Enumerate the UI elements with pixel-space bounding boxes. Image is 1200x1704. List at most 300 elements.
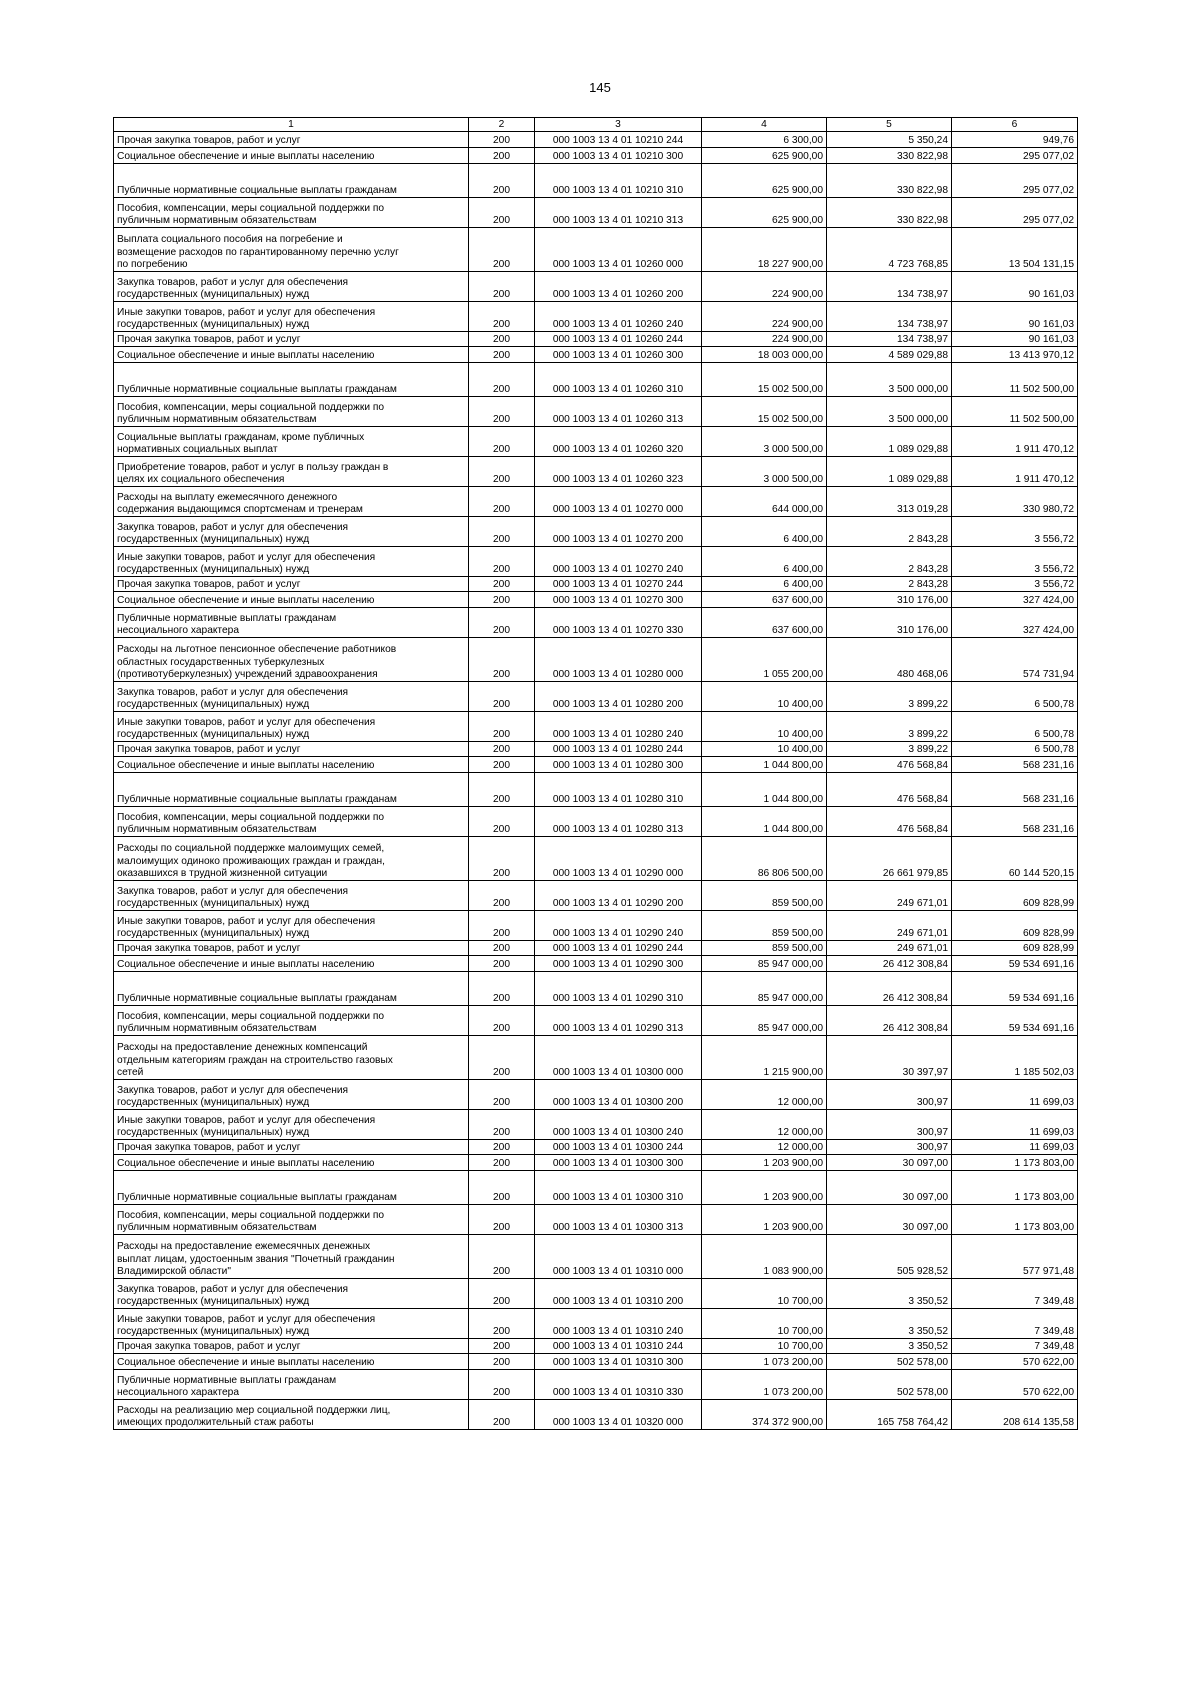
expense-name-cell: Прочая закупка товаров, работ и услуг (114, 1140, 469, 1155)
classification-code-cell: 000 1003 13 4 01 10270 000 (535, 487, 702, 517)
expense-name-cell: Закупка товаров, работ и услуг для обеспечения государственных (муниципальных) нужд (114, 272, 469, 302)
expense-name-cell: Социальное обеспечение и иные выплаты населению (114, 148, 469, 164)
approved-amount-cell: 1 215 900,00 (702, 1036, 827, 1080)
column-header: 6 (952, 118, 1078, 132)
expense-name-cell: Иные закупки товаров, работ и услуг для обеспечения государственных (муниципальных) нужд (114, 712, 469, 742)
classification-code-cell: 000 1003 13 4 01 10210 310 (535, 164, 702, 198)
line-code-cell: 200 (469, 427, 535, 457)
classification-code-cell: 000 1003 13 4 01 10310 330 (535, 1370, 702, 1400)
line-code-cell: 200 (469, 148, 535, 164)
line-code-cell: 200 (469, 547, 535, 577)
executed-amount-cell: 4 723 768,85 (827, 228, 952, 272)
executed-amount-cell: 476 568,84 (827, 807, 952, 837)
approved-amount-cell: 637 600,00 (702, 592, 827, 608)
approved-amount-cell: 224 900,00 (702, 332, 827, 347)
classification-code-cell: 000 1003 13 4 01 10300 310 (535, 1171, 702, 1205)
column-header: 1 (114, 118, 469, 132)
executed-amount-cell: 502 578,00 (827, 1354, 952, 1370)
classification-code-cell: 000 1003 13 4 01 10260 300 (535, 347, 702, 363)
line-code-cell: 200 (469, 302, 535, 332)
table-row (114, 773, 1078, 807)
unexecuted-amount-cell: 568 231,16 (952, 757, 1078, 773)
approved-amount-cell: 1 044 800,00 (702, 807, 827, 837)
unexecuted-amount-cell: 90 161,03 (952, 302, 1078, 332)
column-header: 5 (827, 118, 952, 132)
table-row (114, 1080, 1078, 1110)
approved-amount-cell: 1 083 900,00 (702, 1235, 827, 1279)
approved-amount-cell: 10 700,00 (702, 1279, 827, 1309)
unexecuted-amount-cell: 1 173 803,00 (952, 1171, 1078, 1205)
line-code-cell: 200 (469, 272, 535, 302)
unexecuted-amount-cell: 11 699,03 (952, 1140, 1078, 1155)
line-code-cell: 200 (469, 956, 535, 972)
unexecuted-amount-cell: 11 502 500,00 (952, 397, 1078, 427)
line-code-cell: 200 (469, 638, 535, 682)
executed-amount-cell: 3 899,22 (827, 712, 952, 742)
table-row (114, 911, 1078, 941)
classification-code-cell: 000 1003 13 4 01 10280 200 (535, 682, 702, 712)
executed-amount-cell: 26 412 308,84 (827, 972, 952, 1006)
expense-name-cell: Публичные нормативные выплаты гражданам несоциального характера (114, 608, 469, 638)
classification-code-cell: 000 1003 13 4 01 10260 310 (535, 363, 702, 397)
unexecuted-amount-cell: 7 349,48 (952, 1309, 1078, 1339)
line-code-cell: 200 (469, 332, 535, 347)
executed-amount-cell: 300,97 (827, 1140, 952, 1155)
executed-amount-cell: 2 843,28 (827, 517, 952, 547)
unexecuted-amount-cell: 3 556,72 (952, 517, 1078, 547)
line-code-cell: 200 (469, 363, 535, 397)
expense-name-cell: Иные закупки товаров, работ и услуг для обеспечения государственных (муниципальных) нужд (114, 1309, 469, 1339)
table-row (114, 164, 1078, 198)
unexecuted-amount-cell: 327 424,00 (952, 608, 1078, 638)
classification-code-cell: 000 1003 13 4 01 10290 240 (535, 911, 702, 941)
executed-amount-cell: 134 738,97 (827, 332, 952, 347)
classification-code-cell: 000 1003 13 4 01 10280 313 (535, 807, 702, 837)
executed-amount-cell: 26 661 979,85 (827, 837, 952, 881)
executed-amount-cell: 249 671,01 (827, 911, 952, 941)
unexecuted-amount-cell: 1 173 803,00 (952, 1205, 1078, 1235)
approved-amount-cell: 12 000,00 (702, 1140, 827, 1155)
expense-name-cell: Социальное обеспечение и иные выплаты населению (114, 1155, 469, 1171)
unexecuted-amount-cell: 6 500,78 (952, 682, 1078, 712)
classification-code-cell: 000 1003 13 4 01 10300 300 (535, 1155, 702, 1171)
table-row (114, 1171, 1078, 1205)
executed-amount-cell: 300,97 (827, 1110, 952, 1140)
table-row (114, 332, 1078, 347)
unexecuted-amount-cell: 295 077,02 (952, 148, 1078, 164)
approved-amount-cell: 625 900,00 (702, 164, 827, 198)
classification-code-cell: 000 1003 13 4 01 10310 000 (535, 1235, 702, 1279)
approved-amount-cell: 1 073 200,00 (702, 1370, 827, 1400)
expense-name-cell: Закупка товаров, работ и услуг для обеспечения государственных (муниципальных) нужд (114, 517, 469, 547)
executed-amount-cell: 2 843,28 (827, 547, 952, 577)
table-row (114, 757, 1078, 773)
unexecuted-amount-cell: 609 828,99 (952, 941, 1078, 956)
classification-code-cell: 000 1003 13 4 01 10310 244 (535, 1339, 702, 1354)
unexecuted-amount-cell: 208 614 135,58 (952, 1400, 1078, 1430)
executed-amount-cell: 165 758 764,42 (827, 1400, 952, 1430)
unexecuted-amount-cell: 570 622,00 (952, 1354, 1078, 1370)
unexecuted-amount-cell: 568 231,16 (952, 773, 1078, 807)
column-header: 4 (702, 118, 827, 132)
expense-name-cell: Публичные нормативные социальные выплаты гражданам (114, 972, 469, 1006)
executed-amount-cell: 30 097,00 (827, 1155, 952, 1171)
table-row (114, 272, 1078, 302)
table-row (114, 638, 1078, 682)
approved-amount-cell: 644 000,00 (702, 487, 827, 517)
executed-amount-cell: 2 843,28 (827, 577, 952, 592)
expense-name-cell: Расходы на выплату ежемесячного денежного содержания выдающимся спортсменам и тренерам (114, 487, 469, 517)
table-row (114, 837, 1078, 881)
executed-amount-cell: 3 899,22 (827, 682, 952, 712)
executed-amount-cell: 3 350,52 (827, 1339, 952, 1354)
classification-code-cell: 000 1003 13 4 01 10280 310 (535, 773, 702, 807)
approved-amount-cell: 10 400,00 (702, 682, 827, 712)
approved-amount-cell: 86 806 500,00 (702, 837, 827, 881)
classification-code-cell: 000 1003 13 4 01 10210 244 (535, 132, 702, 148)
table-row (114, 397, 1078, 427)
line-code-cell: 200 (469, 1006, 535, 1036)
line-code-cell: 200 (469, 807, 535, 837)
line-code-cell: 200 (469, 487, 535, 517)
expense-name-cell: Прочая закупка товаров, работ и услуг (114, 941, 469, 956)
table-row (114, 1205, 1078, 1235)
line-code-cell: 200 (469, 1309, 535, 1339)
expense-name-cell: Закупка товаров, работ и услуг для обеспечения государственных (муниципальных) нужд (114, 1279, 469, 1309)
approved-amount-cell: 1 203 900,00 (702, 1205, 827, 1235)
unexecuted-amount-cell: 1 911 470,12 (952, 457, 1078, 487)
approved-amount-cell: 224 900,00 (702, 272, 827, 302)
unexecuted-amount-cell: 577 971,48 (952, 1235, 1078, 1279)
unexecuted-amount-cell: 1 185 502,03 (952, 1036, 1078, 1080)
classification-code-cell: 000 1003 13 4 01 10210 313 (535, 198, 702, 228)
line-code-cell: 200 (469, 1171, 535, 1205)
unexecuted-amount-cell: 6 500,78 (952, 742, 1078, 757)
line-code-cell: 200 (469, 1339, 535, 1354)
table-row (114, 941, 1078, 956)
approved-amount-cell: 12 000,00 (702, 1080, 827, 1110)
column-header: 2 (469, 118, 535, 132)
approved-amount-cell: 859 500,00 (702, 941, 827, 956)
executed-amount-cell: 5 350,24 (827, 132, 952, 148)
table-row (114, 427, 1078, 457)
unexecuted-amount-cell: 90 161,03 (952, 272, 1078, 302)
line-code-cell: 200 (469, 773, 535, 807)
unexecuted-amount-cell: 609 828,99 (952, 881, 1078, 911)
column-header: 3 (535, 118, 702, 132)
approved-amount-cell: 1 203 900,00 (702, 1171, 827, 1205)
classification-code-cell: 000 1003 13 4 01 10300 313 (535, 1205, 702, 1235)
approved-amount-cell: 637 600,00 (702, 608, 827, 638)
expense-name-cell: Иные закупки товаров, работ и услуг для обеспечения государственных (муниципальных) нужд (114, 547, 469, 577)
classification-code-cell: 000 1003 13 4 01 10290 310 (535, 972, 702, 1006)
classification-code-cell: 000 1003 13 4 01 10310 200 (535, 1279, 702, 1309)
table-row (114, 148, 1078, 164)
line-code-cell: 200 (469, 1080, 535, 1110)
line-code-cell: 200 (469, 1279, 535, 1309)
approved-amount-cell: 3 000 500,00 (702, 427, 827, 457)
expense-name-cell: Расходы по социальной поддержке малоимущих семей, малоимущих одиноко проживающих граждан и граждан, оказавшихся в трудной жизненной ситуации (114, 837, 469, 881)
table-row (114, 742, 1078, 757)
table-row (114, 712, 1078, 742)
classification-code-cell: 000 1003 13 4 01 10310 240 (535, 1309, 702, 1339)
executed-amount-cell: 30 397,97 (827, 1036, 952, 1080)
classification-code-cell: 000 1003 13 4 01 10260 313 (535, 397, 702, 427)
unexecuted-amount-cell: 3 556,72 (952, 577, 1078, 592)
executed-amount-cell: 30 097,00 (827, 1171, 952, 1205)
line-code-cell: 200 (469, 228, 535, 272)
expense-name-cell: Пособия, компенсации, меры социальной поддержки по публичным нормативным обязательствам (114, 198, 469, 228)
expense-name-cell: Публичные нормативные социальные выплаты гражданам (114, 1171, 469, 1205)
executed-amount-cell: 480 468,06 (827, 638, 952, 682)
line-code-cell: 200 (469, 911, 535, 941)
table-row (114, 1354, 1078, 1370)
unexecuted-amount-cell: 11 502 500,00 (952, 363, 1078, 397)
executed-amount-cell: 3 500 000,00 (827, 363, 952, 397)
unexecuted-amount-cell: 609 828,99 (952, 911, 1078, 941)
table-row (114, 347, 1078, 363)
executed-amount-cell: 3 899,22 (827, 742, 952, 757)
expense-name-cell: Публичные нормативные социальные выплаты гражданам (114, 164, 469, 198)
executed-amount-cell: 330 822,98 (827, 164, 952, 198)
line-code-cell: 200 (469, 592, 535, 608)
approved-amount-cell: 12 000,00 (702, 1110, 827, 1140)
expense-name-cell: Публичные нормативные выплаты гражданам несоциального характера (114, 1370, 469, 1400)
approved-amount-cell: 85 947 000,00 (702, 956, 827, 972)
executed-amount-cell: 313 019,28 (827, 487, 952, 517)
line-code-cell: 200 (469, 1370, 535, 1400)
approved-amount-cell: 374 372 900,00 (702, 1400, 827, 1430)
executed-amount-cell: 330 822,98 (827, 198, 952, 228)
executed-amount-cell: 310 176,00 (827, 608, 952, 638)
table-row (114, 1036, 1078, 1080)
classification-code-cell: 000 1003 13 4 01 10270 330 (535, 608, 702, 638)
expense-name-cell: Пособия, компенсации, меры социальной поддержки по публичным нормативным обязательствам (114, 1205, 469, 1235)
table-row (114, 881, 1078, 911)
table-row (114, 1235, 1078, 1279)
expense-name-cell: Социальные выплаты гражданам, кроме публичных нормативных социальных выплат (114, 427, 469, 457)
expense-name-cell: Приобретение товаров, работ и услуг в пользу граждан в целях их социального обеспечения (114, 457, 469, 487)
expense-name-cell: Прочая закупка товаров, работ и услуг (114, 1339, 469, 1354)
expense-name-cell: Расходы на предоставление ежемесячных денежных выплат лицам, удостоенным звания "Почетный гражданин Владимирской области" (114, 1235, 469, 1279)
expense-name-cell: Выплата социального пособия на погребение и возмещение расходов по гарантированному перечню услуг по погребению (114, 228, 469, 272)
classification-code-cell: 000 1003 13 4 01 10270 200 (535, 517, 702, 547)
expense-name-cell: Расходы на реализацию мер социальной поддержки лиц, имеющих продолжительный стаж работы (114, 1400, 469, 1430)
executed-amount-cell: 3 500 000,00 (827, 397, 952, 427)
line-code-cell: 200 (469, 1036, 535, 1080)
approved-amount-cell: 18 227 900,00 (702, 228, 827, 272)
approved-amount-cell: 18 003 000,00 (702, 347, 827, 363)
line-code-cell: 200 (469, 608, 535, 638)
table-row (114, 577, 1078, 592)
executed-amount-cell: 134 738,97 (827, 302, 952, 332)
approved-amount-cell: 1 044 800,00 (702, 757, 827, 773)
approved-amount-cell: 625 900,00 (702, 198, 827, 228)
executed-amount-cell: 30 097,00 (827, 1205, 952, 1235)
expense-name-cell: Пособия, компенсации, меры социальной поддержки по публичным нормативным обязательствам (114, 807, 469, 837)
table-row (114, 457, 1078, 487)
approved-amount-cell: 625 900,00 (702, 148, 827, 164)
approved-amount-cell: 10 400,00 (702, 742, 827, 757)
executed-amount-cell: 502 578,00 (827, 1370, 952, 1400)
line-code-cell: 200 (469, 164, 535, 198)
column-number-header-row (114, 118, 1078, 132)
expense-name-cell: Расходы на льготное пенсионное обеспечение работников областных государственных туберкулезных (противотуберкулезных) учреждений здравоохранения (114, 638, 469, 682)
executed-amount-cell: 300,97 (827, 1080, 952, 1110)
classification-code-cell: 000 1003 13 4 01 10210 300 (535, 148, 702, 164)
classification-code-cell: 000 1003 13 4 01 10280 244 (535, 742, 702, 757)
unexecuted-amount-cell: 6 500,78 (952, 712, 1078, 742)
unexecuted-amount-cell: 330 980,72 (952, 487, 1078, 517)
line-code-cell: 200 (469, 397, 535, 427)
line-code-cell: 200 (469, 132, 535, 148)
expense-name-cell: Социальное обеспечение и иные выплаты населению (114, 592, 469, 608)
table-row (114, 228, 1078, 272)
table-row (114, 807, 1078, 837)
executed-amount-cell: 505 928,52 (827, 1235, 952, 1279)
approved-amount-cell: 859 500,00 (702, 911, 827, 941)
expense-name-cell: Прочая закупка товаров, работ и услуг (114, 577, 469, 592)
expense-name-cell: Публичные нормативные социальные выплаты гражданам (114, 363, 469, 397)
expense-name-cell: Закупка товаров, работ и услуг для обеспечения государственных (муниципальных) нужд (114, 682, 469, 712)
expense-name-cell: Иные закупки товаров, работ и услуг для обеспечения государственных (муниципальных) нужд (114, 302, 469, 332)
approved-amount-cell: 3 000 500,00 (702, 457, 827, 487)
executed-amount-cell: 3 350,52 (827, 1309, 952, 1339)
line-code-cell: 200 (469, 347, 535, 363)
classification-code-cell: 000 1003 13 4 01 10280 300 (535, 757, 702, 773)
line-code-cell: 200 (469, 1205, 535, 1235)
expense-name-cell: Иные закупки товаров, работ и услуг для обеспечения государственных (муниципальных) нужд (114, 911, 469, 941)
unexecuted-amount-cell: 7 349,48 (952, 1339, 1078, 1354)
classification-code-cell: 000 1003 13 4 01 10260 000 (535, 228, 702, 272)
line-code-cell: 200 (469, 837, 535, 881)
classification-code-cell: 000 1003 13 4 01 10290 300 (535, 956, 702, 972)
table-row (114, 198, 1078, 228)
unexecuted-amount-cell: 59 534 691,16 (952, 972, 1078, 1006)
classification-code-cell: 000 1003 13 4 01 10300 200 (535, 1080, 702, 1110)
unexecuted-amount-cell: 90 161,03 (952, 332, 1078, 347)
expense-name-cell: Пособия, компенсации, меры социальной поддержки по публичным нормативным обязательствам (114, 397, 469, 427)
classification-code-cell: 000 1003 13 4 01 10260 200 (535, 272, 702, 302)
classification-code-cell: 000 1003 13 4 01 10270 244 (535, 577, 702, 592)
table-row (114, 302, 1078, 332)
table-row (114, 1155, 1078, 1171)
table-row (114, 363, 1078, 397)
approved-amount-cell: 1 203 900,00 (702, 1155, 827, 1171)
table-row (114, 132, 1078, 148)
unexecuted-amount-cell: 295 077,02 (952, 164, 1078, 198)
classification-code-cell: 000 1003 13 4 01 10320 000 (535, 1400, 702, 1430)
approved-amount-cell: 1 044 800,00 (702, 773, 827, 807)
approved-amount-cell: 15 002 500,00 (702, 397, 827, 427)
approved-amount-cell: 10 400,00 (702, 712, 827, 742)
line-code-cell: 200 (469, 881, 535, 911)
classification-code-cell: 000 1003 13 4 01 10290 200 (535, 881, 702, 911)
executed-amount-cell: 4 589 029,88 (827, 347, 952, 363)
classification-code-cell: 000 1003 13 4 01 10280 000 (535, 638, 702, 682)
expense-name-cell: Социальное обеспечение и иные выплаты населению (114, 347, 469, 363)
classification-code-cell: 000 1003 13 4 01 10260 323 (535, 457, 702, 487)
budget-execution-table (113, 117, 1078, 1430)
expense-name-cell: Публичные нормативные социальные выплаты гражданам (114, 773, 469, 807)
executed-amount-cell: 330 822,98 (827, 148, 952, 164)
classification-code-cell: 000 1003 13 4 01 10270 300 (535, 592, 702, 608)
line-code-cell: 200 (469, 1400, 535, 1430)
table-row (114, 592, 1078, 608)
classification-code-cell: 000 1003 13 4 01 10300 240 (535, 1110, 702, 1140)
table-row (114, 1400, 1078, 1430)
expense-name-cell: Социальное обеспечение и иные выплаты населению (114, 956, 469, 972)
table-row (114, 1370, 1078, 1400)
table-row (114, 487, 1078, 517)
line-code-cell: 200 (469, 198, 535, 228)
unexecuted-amount-cell: 11 699,03 (952, 1110, 1078, 1140)
expense-name-cell: Прочая закупка товаров, работ и услуг (114, 132, 469, 148)
approved-amount-cell: 10 700,00 (702, 1309, 827, 1339)
approved-amount-cell: 6 400,00 (702, 577, 827, 592)
unexecuted-amount-cell: 1 911 470,12 (952, 427, 1078, 457)
page-number: 145 (589, 80, 611, 95)
table-row (114, 1279, 1078, 1309)
approved-amount-cell: 1 055 200,00 (702, 638, 827, 682)
expense-name-cell: Прочая закупка товаров, работ и услуг (114, 332, 469, 347)
table-row (114, 1140, 1078, 1155)
line-code-cell: 200 (469, 1235, 535, 1279)
unexecuted-amount-cell: 59 534 691,16 (952, 1006, 1078, 1036)
table-row (114, 1110, 1078, 1140)
unexecuted-amount-cell: 13 504 131,15 (952, 228, 1078, 272)
table-row (114, 547, 1078, 577)
classification-code-cell: 000 1003 13 4 01 10300 244 (535, 1140, 702, 1155)
approved-amount-cell: 15 002 500,00 (702, 363, 827, 397)
unexecuted-amount-cell: 13 413 970,12 (952, 347, 1078, 363)
executed-amount-cell: 26 412 308,84 (827, 1006, 952, 1036)
approved-amount-cell: 6 400,00 (702, 517, 827, 547)
approved-amount-cell: 1 073 200,00 (702, 1354, 827, 1370)
line-code-cell: 200 (469, 1354, 535, 1370)
unexecuted-amount-cell: 574 731,94 (952, 638, 1078, 682)
classification-code-cell: 000 1003 13 4 01 10270 240 (535, 547, 702, 577)
approved-amount-cell: 859 500,00 (702, 881, 827, 911)
classification-code-cell: 000 1003 13 4 01 10290 244 (535, 941, 702, 956)
classification-code-cell: 000 1003 13 4 01 10280 240 (535, 712, 702, 742)
executed-amount-cell: 134 738,97 (827, 272, 952, 302)
expense-name-cell: Социальное обеспечение и иные выплаты населению (114, 1354, 469, 1370)
expense-name-cell: Расходы на предоставление денежных компенсаций отдельным категориям граждан на строительство газовых сетей (114, 1036, 469, 1080)
expense-name-cell: Прочая закупка товаров, работ и услуг (114, 742, 469, 757)
classification-code-cell: 000 1003 13 4 01 10260 244 (535, 332, 702, 347)
line-code-cell: 200 (469, 682, 535, 712)
line-code-cell: 200 (469, 757, 535, 773)
table-row (114, 956, 1078, 972)
approved-amount-cell: 10 700,00 (702, 1339, 827, 1354)
unexecuted-amount-cell: 327 424,00 (952, 592, 1078, 608)
classification-code-cell: 000 1003 13 4 01 10290 313 (535, 1006, 702, 1036)
unexecuted-amount-cell: 7 349,48 (952, 1279, 1078, 1309)
executed-amount-cell: 476 568,84 (827, 773, 952, 807)
line-code-cell: 200 (469, 1155, 535, 1171)
table-body (114, 132, 1078, 1430)
classification-code-cell: 000 1003 13 4 01 10310 300 (535, 1354, 702, 1370)
line-code-cell: 200 (469, 1110, 535, 1140)
table-row (114, 1309, 1078, 1339)
approved-amount-cell: 85 947 000,00 (702, 972, 827, 1006)
unexecuted-amount-cell: 60 144 520,15 (952, 837, 1078, 881)
unexecuted-amount-cell: 949,76 (952, 132, 1078, 148)
line-code-cell: 200 (469, 517, 535, 547)
line-code-cell: 200 (469, 941, 535, 956)
executed-amount-cell: 3 350,52 (827, 1279, 952, 1309)
